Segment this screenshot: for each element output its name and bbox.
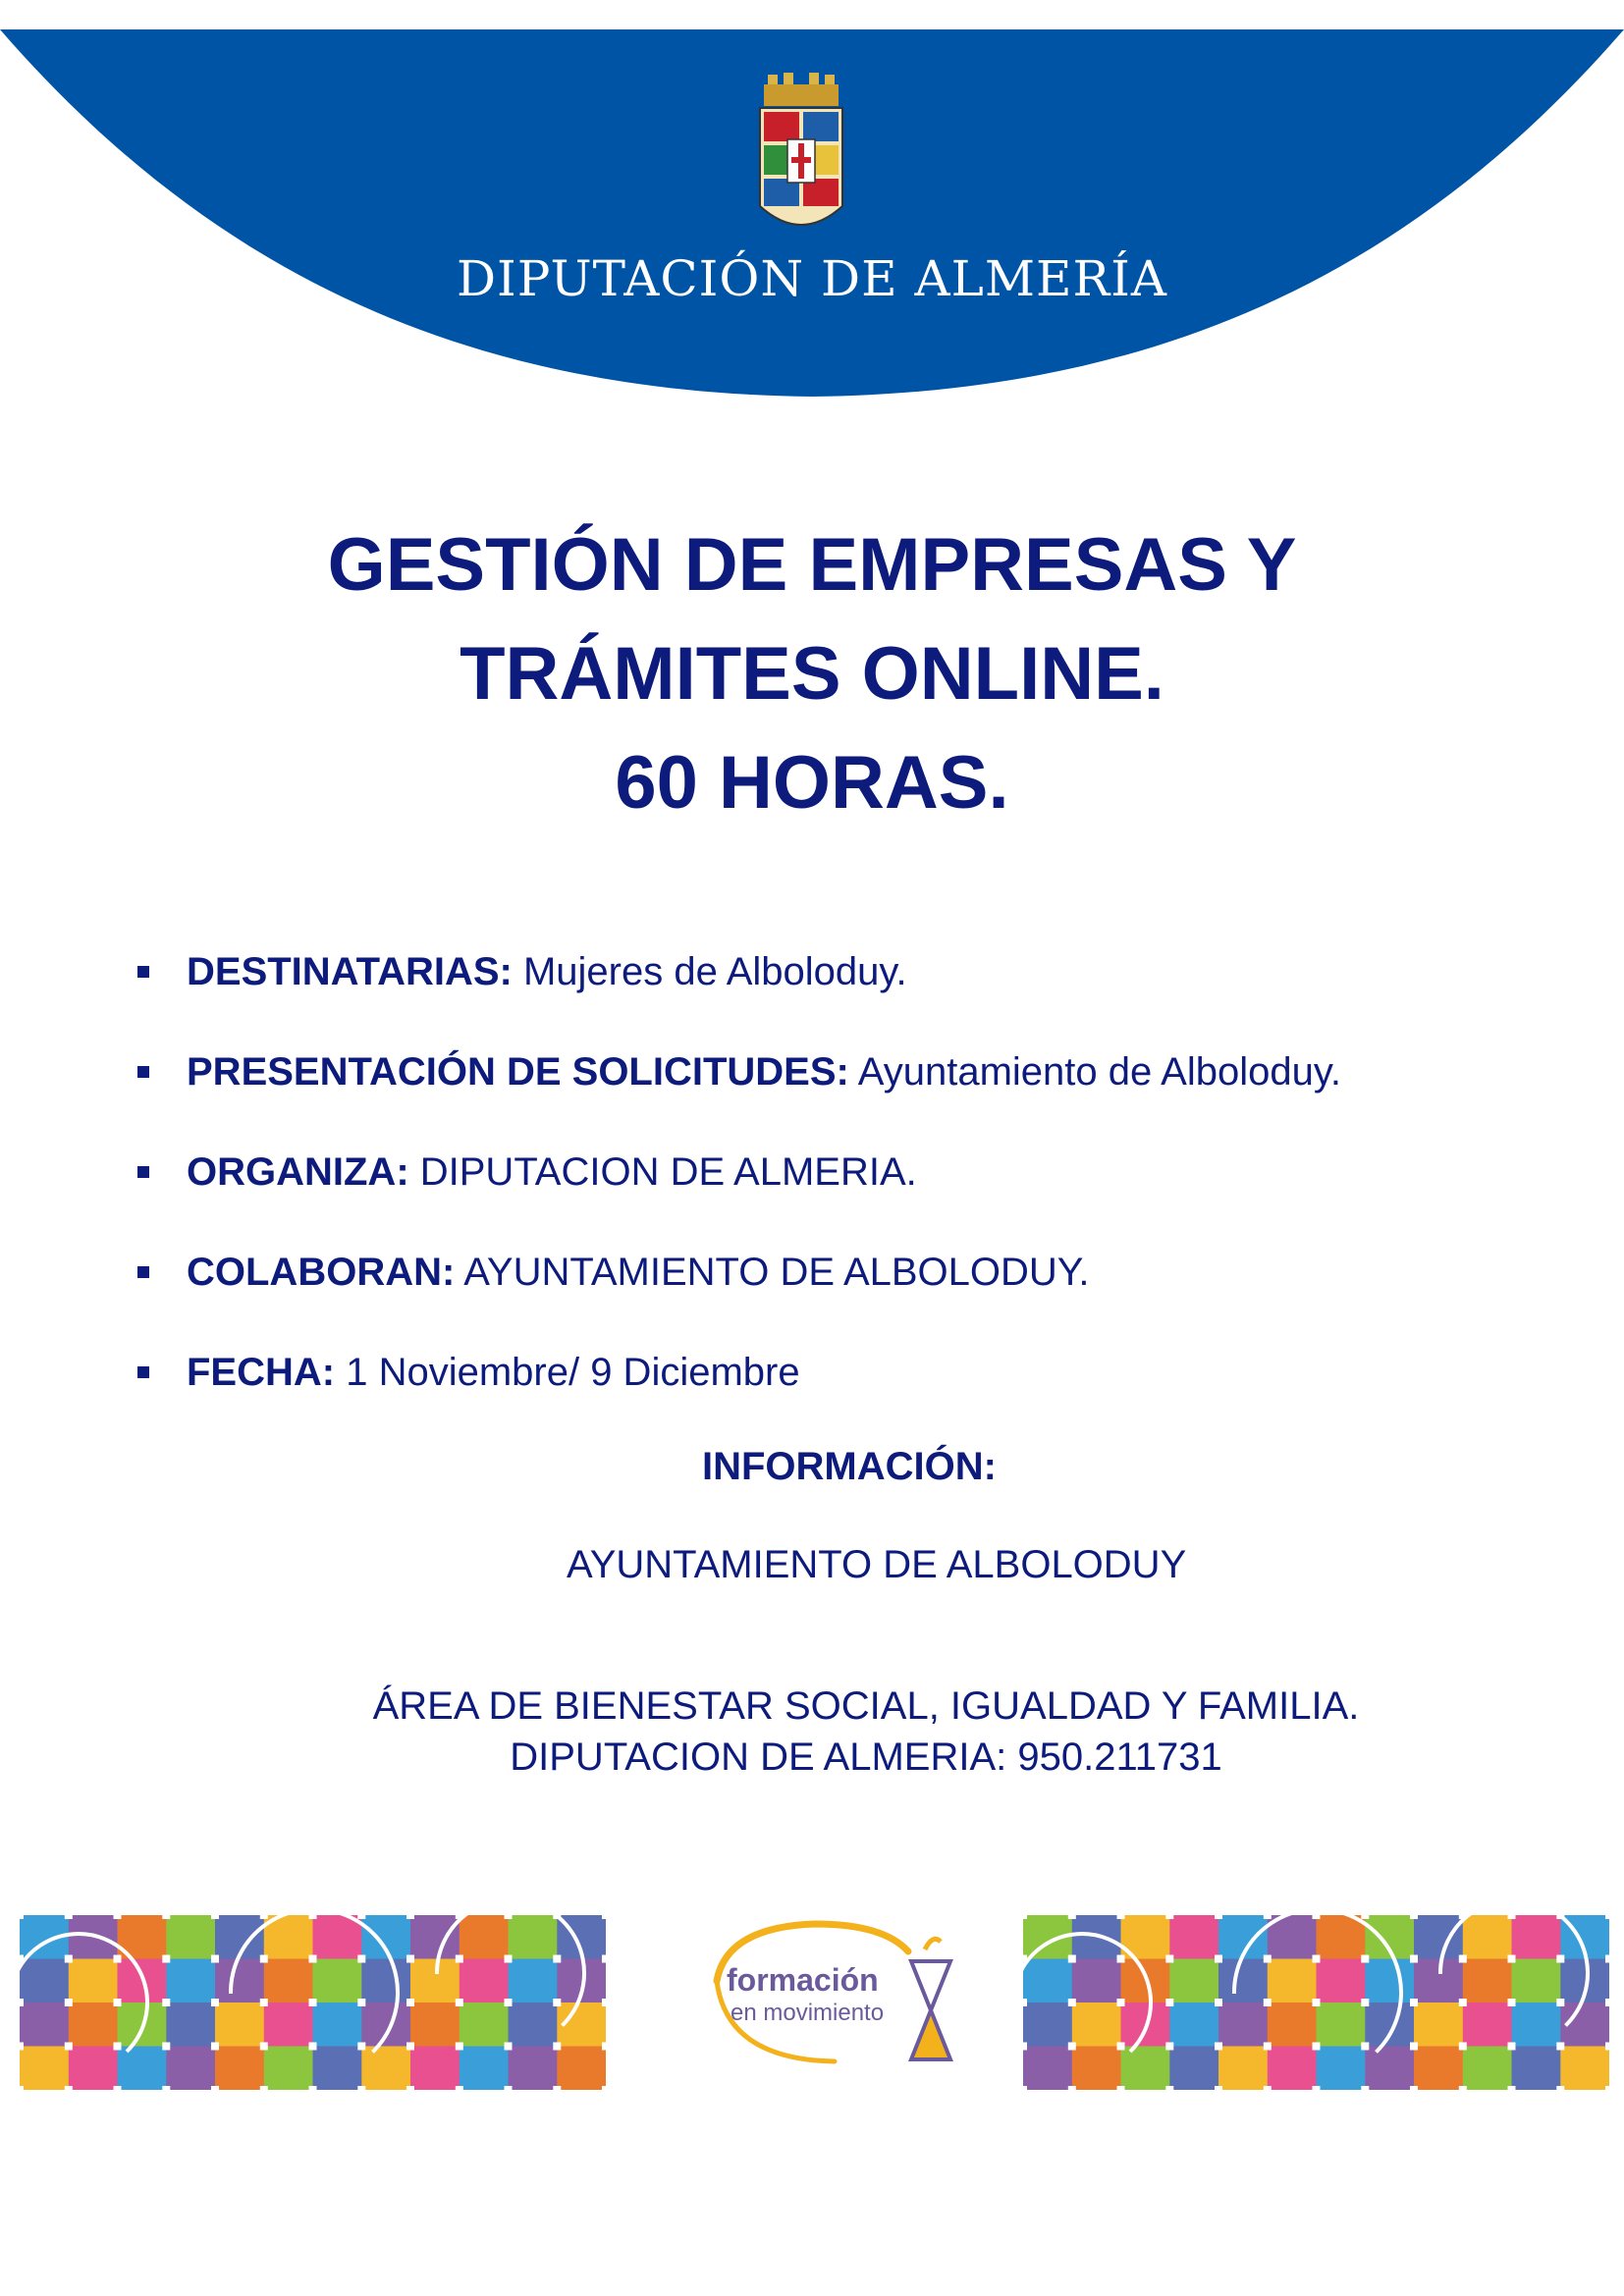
mosaic-dot [309,2086,317,2090]
mosaic-dot [1215,2043,1222,2051]
mosaic-dot [1215,2086,1222,2090]
mosaic-tile [460,1959,509,2003]
mosaic-dot [20,1999,24,2006]
mosaic-dot [1361,1955,1369,1963]
mosaic-dot [1410,1999,1418,2006]
mosaic-dot [1361,2043,1369,2051]
mosaic-dot [260,2043,268,2051]
mosaic-dot [1117,1999,1125,2006]
detail-label: ORGANIZA: [187,1150,409,1194]
detail-value: DIPUTACION DE ALMERIA. [408,1150,917,1194]
mosaic-dot [309,2043,317,2051]
mosaic-dot [260,2086,268,2090]
mosaic-dot [1361,2086,1369,2090]
mosaic-tile [1512,2047,1561,2091]
mosaic-tile [1072,2002,1121,2047]
mosaic-dot [1508,2086,1516,2090]
mosaic-dot [162,2043,170,2051]
mosaic-dot [602,2043,606,2051]
mosaic-dot [1508,2043,1516,2051]
mosaic-tile [361,2047,410,2091]
mosaic-dot [1556,2043,1564,2051]
mosaic-tile [361,2002,410,2047]
mosaic-tile [410,2047,460,2091]
mosaic-tile [1268,1959,1317,2003]
mosaic-tile [166,1959,215,2003]
info-body: AYUNTAMIENTO DE ALBOLODUY [567,1543,1187,1586]
mosaic-tile [1317,2002,1366,2047]
mosaic-tile [410,1959,460,2003]
mosaic-dot [65,2086,73,2090]
detail-value: 1 Noviembre/ 9 Diciembre [335,1351,800,1394]
mosaic-tile [460,2047,509,2091]
mosaic-dot [1264,1915,1272,1919]
mosaic-dot [20,1915,24,1919]
mosaic-dot [357,2086,365,2090]
bullet-square-icon [137,1366,149,1378]
mosaic-dot [1165,2086,1173,2090]
mosaic-tile [215,2002,264,2047]
mosaic-dot [162,2086,170,2090]
mosaic-dot [309,1999,317,2006]
logo-word-2: en movimiento [731,2000,885,2026]
mosaic-tile [1463,1959,1512,2003]
mosaic-dot [1215,1915,1222,1919]
mosaic-dot [1068,1999,1076,2006]
mosaic-tile [1023,1959,1072,2003]
mosaic-tile [1023,2047,1072,2091]
mosaic-dot [456,2043,463,2051]
color-mosaic-icon [20,1915,606,2090]
detail-recipients [137,944,1341,1044]
mosaic-tile [1072,2047,1121,2091]
mosaic-dot [357,1955,365,1963]
mosaic-tile [69,1959,118,2003]
mosaic-dot [1459,1955,1467,1963]
mosaic-tile [410,2002,460,2047]
mosaic-dot [1165,2043,1173,2051]
mosaic-dot [1605,1915,1609,1919]
mosaic-dot [162,1955,170,1963]
mosaic-dot [65,1915,73,1919]
mosaic-tile [509,2047,558,2091]
mosaic-dot [1313,1999,1321,2006]
detail-collaborators [137,1245,1341,1345]
mosaic-dot [1117,1915,1125,1919]
detail-label: FECHA: [187,1351,336,1394]
mosaic-dot [505,1915,513,1919]
mosaic-dot [1023,2086,1027,2090]
info-heading: INFORMACIÓN: [702,1445,997,1488]
detail-date [137,1345,1341,1445]
mosaic-tile [410,1915,460,1959]
mosaic-dot [1605,1955,1609,1963]
title-line-1: GESTIÓN DE EMPRESAS Y [327,523,1297,607]
mosaic-dot [456,1955,463,1963]
mosaic-dot [309,1915,317,1919]
mosaic-dot [553,1955,561,1963]
mosaic-tile [1169,2047,1218,2091]
mosaic-tile [20,2047,69,2091]
mosaic-dot [162,1915,170,1919]
mosaic-dot [1215,1955,1222,1963]
hourglass-icon [911,1939,950,2059]
mosaic-tile [1218,1959,1268,2003]
mosaic-tile [69,2002,118,2047]
mosaic-tile [1268,2047,1317,2091]
mosaic-dot [456,1999,463,2006]
mosaic-dot [1215,1999,1222,2006]
mosaic-dot [162,1999,170,2006]
mosaic-tile [1512,2002,1561,2047]
mosaic-dot [602,1999,606,2006]
mosaic-tile [1414,2047,1463,2091]
mosaic-dot [553,2043,561,2051]
mosaic-dot [406,2086,414,2090]
mosaic-dot [1459,1999,1467,2006]
mosaic-dot [211,1955,219,1963]
mosaic-dot [406,1915,414,1919]
mosaic-tile [1023,2002,1072,2047]
mosaic-dot [1410,1915,1418,1919]
coat-of-arms-icon [754,69,848,245]
mosaic-dot [1023,1999,1027,2006]
mosaic-dot [1410,2043,1418,2051]
mosaic-dot [260,1915,268,1919]
mosaic-tile [20,1959,69,2003]
mosaic-tile [557,2047,606,2091]
mosaic-tile [1512,1915,1561,1959]
detail-value: AYUNTAMIENTO DE ALBOLODUY. [455,1251,1090,1294]
mosaic-dot [211,2043,219,2051]
mosaic-dot [505,1955,513,1963]
details-list [137,944,1341,1445]
mosaic-dot [1410,1955,1418,1963]
mosaic-tile [1169,2002,1218,2047]
mosaic-dot [1508,1955,1516,1963]
mosaic-dot [1165,1999,1173,2006]
mosaic-dot [1313,1955,1321,1963]
mosaic-dot [1068,2086,1076,2090]
mosaic-tile [509,1915,558,1959]
detail-organizer [137,1145,1341,1245]
mosaic-dot [1023,1915,1027,1919]
mosaic-tile [1317,2047,1366,2091]
mosaic-tile [215,2047,264,2091]
mosaic-dot [114,1999,122,2006]
mosaic-tile [264,2047,313,2091]
mosaic-tile [118,2047,167,2091]
mosaic-dot [20,2086,24,2090]
mosaic-dot [1556,1955,1564,1963]
mosaic-tile [166,2002,215,2047]
mosaic-tile [313,2002,362,2047]
mosaic-tile [1512,1959,1561,2003]
mosaic-dot [602,1915,606,1919]
mosaic-tile [166,1915,215,1959]
color-mosaic-icon [1023,1915,1609,2090]
mosaic-dot [1264,1955,1272,1963]
detail-value: Ayuntamiento de Alboloduy. [848,1050,1341,1094]
detail-label: COLABORAN: [187,1251,456,1294]
mosaic-dot [1068,1915,1076,1919]
mosaic-dot [357,1915,365,1919]
mosaic-dot [211,1999,219,2006]
mosaic-dot [65,1999,73,2006]
logo-word-1: formación [727,1962,879,1998]
mosaic-dot [1117,2043,1125,2051]
bullet-square-icon [137,1166,149,1178]
mosaic-tile [1414,1959,1463,2003]
detail-value: Mujeres de Alboloduy. [512,950,907,993]
area-line-1: ÁREA DE BIENESTAR SOCIAL, IGUALDAD Y FAMILIA. [372,1684,1360,1728]
mosaic-dot [1264,2043,1272,2051]
mosaic-dot [309,1955,317,1963]
mosaic-dot [1313,2086,1321,2090]
mosaic-dot [260,1955,268,1963]
mosaic-tile [1121,2047,1170,2091]
org-name: DIPUTACIÓN DE ALMERÍA [456,250,1168,307]
mosaic-dot [114,2043,122,2051]
mosaic-dot [406,1955,414,1963]
mosaic-dot [1117,2086,1125,2090]
mosaic-dot [505,1999,513,2006]
mosaic-dot [505,2086,513,2090]
mosaic-dot [1508,1915,1516,1919]
mosaic-tile [20,2002,69,2047]
mosaic-tile [1317,1959,1366,2003]
mosaic-tile [1218,2047,1268,2091]
mosaic-tile [1268,2002,1317,2047]
mosaic-tile [166,2047,215,2091]
mosaic-dot [1556,2086,1564,2090]
mosaic-tile [509,1959,558,2003]
mosaic-tile [1414,1915,1463,1959]
bullet-square-icon [137,1266,149,1278]
mosaic-dot [1313,1915,1321,1919]
mosaic-tile [1463,2002,1512,2047]
mosaic-dot [505,2043,513,2051]
mosaic-dot [406,2043,414,2051]
mosaic-dot [1605,1999,1609,2006]
bullet-square-icon [137,966,149,978]
mosaic-dot [1023,2043,1027,2051]
mosaic-dot [456,2086,463,2090]
mosaic-dot [211,1915,219,1919]
mosaic-tile [460,2002,509,2047]
mosaic-dot [1508,1999,1516,2006]
mosaic-tile [1218,2002,1268,2047]
mosaic-dot [1605,2043,1609,2051]
mosaic-tile [1365,2047,1414,2091]
formacion-logo [697,1912,962,2079]
mosaic-dot [1313,2043,1321,2051]
mosaic-dot [1361,1915,1369,1919]
detail-label: PRESENTACIÓN DE SOLICITUDES: [187,1050,849,1094]
mosaic-tile [313,2047,362,2091]
mosaic-tile [509,2002,558,2047]
mosaic-tile [69,2047,118,2091]
mosaic-tile [1463,1915,1512,1959]
mosaic-tile [264,1959,313,2003]
mosaic-dot [1556,1999,1564,2006]
mosaic-dot [1459,2086,1467,2090]
mosaic-tile [1072,1959,1121,2003]
detail-applications [137,1044,1341,1145]
mosaic-dot [1605,2086,1609,2090]
mosaic-dot [65,1955,73,1963]
bullet-square-icon [137,1066,149,1078]
mosaic-dot [114,1955,122,1963]
detail-label: DESTINATARIAS: [187,950,513,993]
mosaic-dot [114,1915,122,1919]
mosaic-dot [65,2043,73,2051]
mosaic-dot [602,2086,606,2090]
mosaic-tile [1414,2002,1463,2047]
mosaic-dot [406,1999,414,2006]
mosaic-dot [1410,2086,1418,2090]
mosaic-tile [215,1959,264,2003]
area-contact [0,1681,1624,1783]
mosaic-dot [357,2043,365,2051]
area-line-2: DIPUTACION DE ALMERIA: 950.211731 [510,1735,1222,1779]
title-line-3: 60 HORAS. [615,741,1009,825]
mosaic-dot [20,2043,24,2051]
mosaic-dot [1068,1955,1076,1963]
mosaic-dot [114,2086,122,2090]
mosaic-tile [313,1959,362,2003]
mosaic-dot [1165,1955,1173,1963]
mosaic-dot [1264,1999,1272,2006]
mosaic-dot [1361,1999,1369,2006]
mosaic-tile [1365,2002,1414,2047]
mosaic-dot [260,1999,268,2006]
mosaic-dot [553,2086,561,2090]
title-line-2: TRÁMITES ONLINE. [460,632,1164,716]
mosaic-dot [1165,1915,1173,1919]
mosaic-tile [1365,1959,1414,2003]
mosaic-dot [1459,2043,1467,2051]
mosaic-tile [1463,2047,1512,2091]
mosaic-dot [1264,2086,1272,2090]
course-title [0,510,1624,837]
mosaic-dot [211,2086,219,2090]
mosaic-dot [602,1955,606,1963]
mosaic-dot [357,1999,365,2006]
mosaic-dot [553,1999,561,2006]
mosaic-dot [1117,1955,1125,1963]
mosaic-tile [264,2002,313,2047]
mosaic-tile [460,1915,509,1959]
mosaic-tile [1169,1915,1218,1959]
mosaic-dot [1068,2043,1076,2051]
mosaic-tile [1560,2047,1609,2091]
mosaic-tile [361,1959,410,2003]
mosaic-tile [1169,1959,1218,2003]
